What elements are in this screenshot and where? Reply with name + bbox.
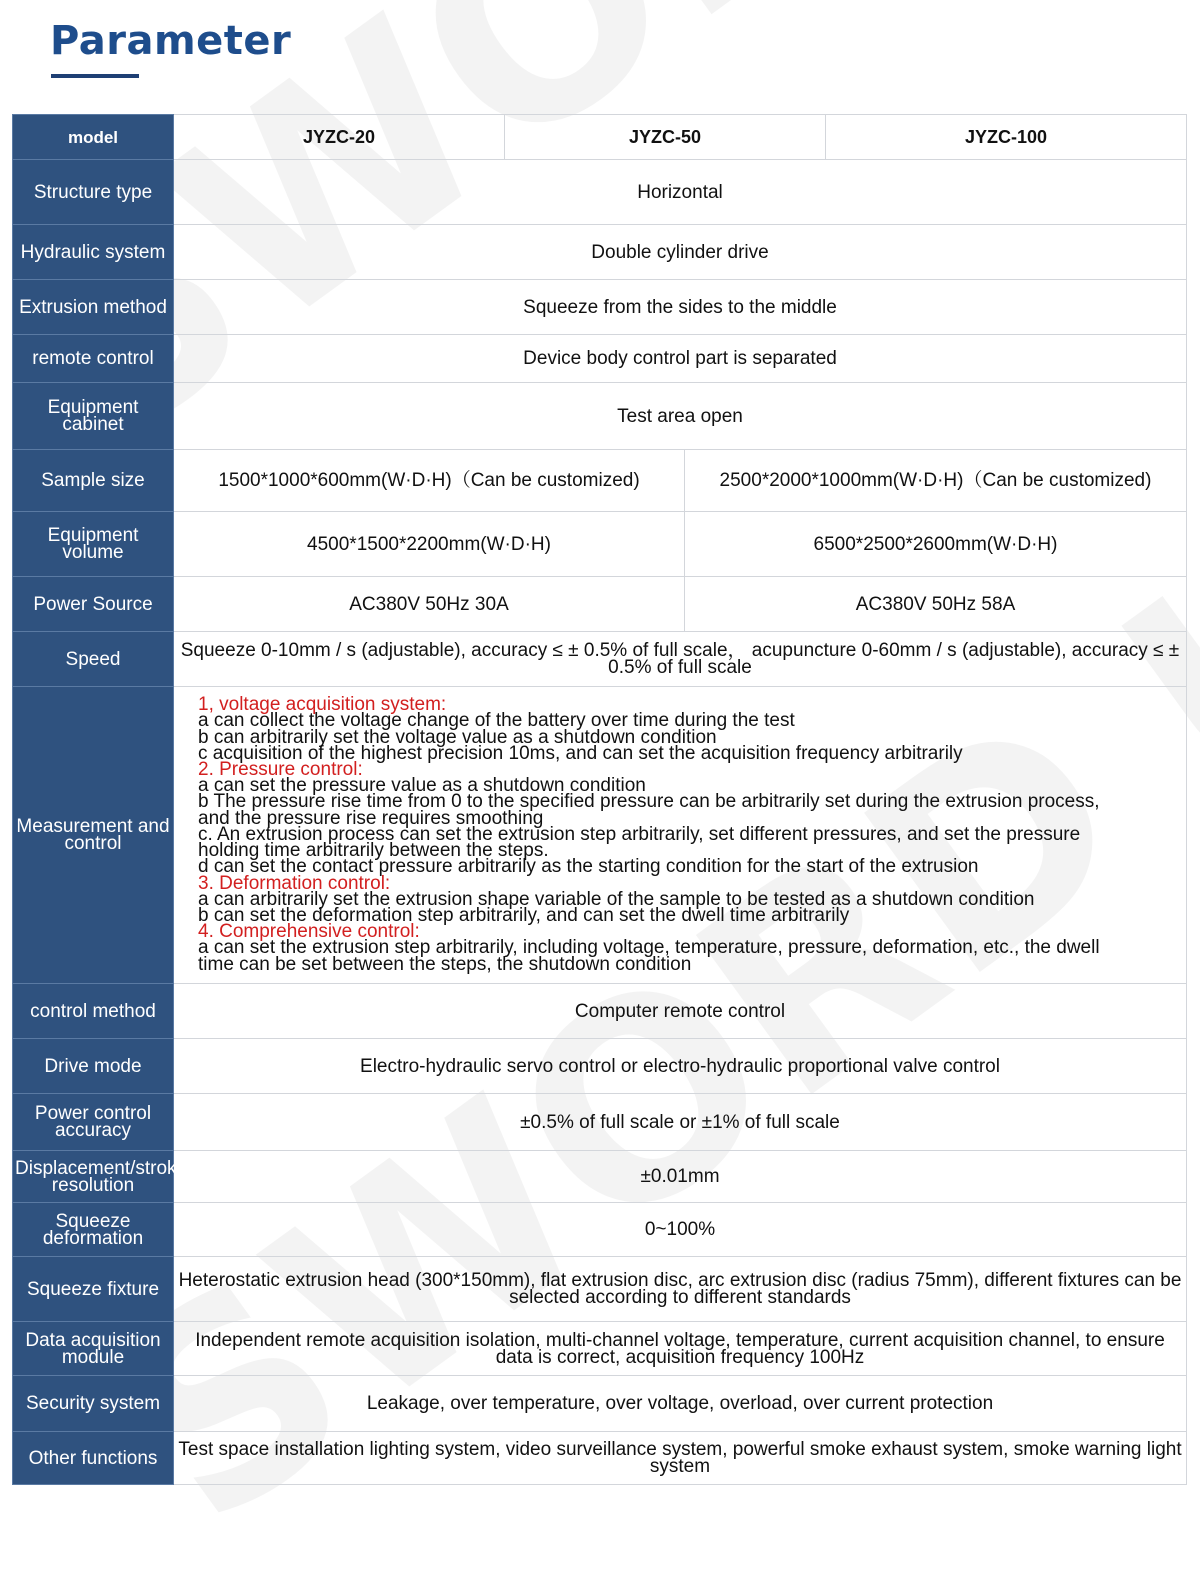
table-row xyxy=(13,1376,1187,1432)
model-jyzc-20: JYZC-20 xyxy=(174,115,505,160)
row-value-left: AC380V 50Hz 30A xyxy=(174,577,685,632)
row-label: Measurement and control xyxy=(13,687,174,984)
measure-line: d can set the contact pressure arbitrarily as the starting condition for the start of the extrusion xyxy=(198,856,979,878)
row-value: Squeeze from the sides to the middle xyxy=(174,280,1187,335)
row-label: Other functions xyxy=(13,1432,174,1485)
measurement-details xyxy=(174,687,1187,984)
row-label: Equipment volume xyxy=(13,512,174,577)
row-label-model: model xyxy=(13,115,174,160)
row-value: Independent remote acquisition isolation, multi-channel voltage, temperature, current acquisition channel, to ensure data is correct, acquisition frequency 100Hz xyxy=(174,1322,1187,1376)
row-value-right: AC380V 50Hz 58A xyxy=(685,577,1187,632)
row-label: control method xyxy=(13,984,174,1039)
table-row xyxy=(13,383,1187,450)
row-label: Squeeze fixture xyxy=(13,1257,174,1322)
table-row xyxy=(13,984,1187,1039)
row-label: Squeeze deformation xyxy=(13,1203,174,1257)
row-value: 0~100% xyxy=(174,1203,1187,1257)
measure-line: 4. Comprehensive control: xyxy=(198,921,420,943)
measure-line: and the pressure rise requires smoothing xyxy=(198,807,544,829)
measure-line: b The pressure rise time from 0 to the specified pressure can be arbitrarily set during the extrusion process, xyxy=(198,791,1100,813)
row-label: Security system xyxy=(13,1376,174,1432)
measure-line: a can collect the voltage change of the battery over time during the test xyxy=(198,710,795,732)
table-header-row xyxy=(13,115,1187,160)
measure-line: c acquisition of the highest precision 10ms, and can set the acquisition frequency arbitrarily xyxy=(198,742,963,764)
parameter-table xyxy=(12,114,1187,1485)
row-label: Displacement/stroke resolution xyxy=(13,1151,174,1203)
row-label: Power Source xyxy=(13,577,174,632)
table-row xyxy=(13,512,1187,577)
measure-line: holding time arbitrarily between the steps. xyxy=(198,840,549,862)
table-row xyxy=(13,225,1187,280)
row-value: Test space installation lighting system, video surveillance system, powerful smoke exhaust system, smoke warning light system xyxy=(174,1432,1187,1485)
table-row xyxy=(13,335,1187,383)
row-value: Heterostatic extrusion head (300*150mm), flat extrusion disc, arc extrusion disc (radius 75mm), different fixtures can be selected according to different standards xyxy=(174,1257,1187,1322)
page-title: Parameter xyxy=(50,18,292,64)
row-value: Horizontal xyxy=(174,160,1187,225)
row-label: Hydraulic system xyxy=(13,225,174,280)
measure-line: 1, voltage acquisition system: xyxy=(198,694,447,716)
row-value: Electro-hydraulic servo control or electro-hydraulic proportional valve control xyxy=(174,1039,1187,1094)
model-jyzc-100: JYZC-100 xyxy=(826,115,1187,160)
row-value: Leakage, over temperature, over voltage, overload, over current protection xyxy=(174,1376,1187,1432)
row-label: Speed xyxy=(13,632,174,687)
row-value: Double cylinder drive xyxy=(174,225,1187,280)
row-value-left: 1500*1000*600mm(W·D·H)（Can be customized) xyxy=(174,450,685,512)
table-row xyxy=(13,1094,1187,1151)
row-value: Test area open xyxy=(174,383,1187,450)
row-label: Data acquisition module xyxy=(13,1322,174,1376)
model-jyzc-50: JYZC-50 xyxy=(505,115,826,160)
row-value: Computer remote control xyxy=(174,984,1187,1039)
row-value: ±0.01mm xyxy=(174,1151,1187,1203)
table-row xyxy=(13,160,1187,225)
measure-line: a can arbitrarily set the extrusion shape variable of the sample to be tested as a shutdown condition xyxy=(198,888,1035,910)
table-row-measurement xyxy=(13,687,1187,984)
measure-line: b can arbitrarily set the voltage value as a shutdown condition xyxy=(198,726,717,748)
table-row xyxy=(13,280,1187,335)
table-row xyxy=(13,577,1187,632)
row-label: Equipment cabinet xyxy=(13,383,174,450)
measure-line: time can be set between the steps, the shutdown condition xyxy=(198,953,692,975)
row-value-right: 6500*2500*2600mm(W·D·H) xyxy=(685,512,1187,577)
table-row xyxy=(13,450,1187,512)
row-label: Sample size xyxy=(13,450,174,512)
measure-line: 3. Deformation control: xyxy=(198,872,391,894)
measure-line: 2. Pressure control: xyxy=(198,759,363,781)
row-label: Drive mode xyxy=(13,1039,174,1094)
row-label: remote control xyxy=(13,335,174,383)
row-label: Structure type xyxy=(13,160,174,225)
title-underline xyxy=(51,74,139,78)
table-row xyxy=(13,1322,1187,1376)
row-value: Device body control part is separated xyxy=(174,335,1187,383)
measure-line: b can set the deformation step arbitrarily, and can set the dwell time arbitrarily xyxy=(198,904,850,926)
row-label: Extrusion method xyxy=(13,280,174,335)
row-label: Power control accuracy xyxy=(13,1094,174,1151)
measure-line: c. An extrusion process can set the extrusion step arbitrarily, set different pressures, and set the pressure xyxy=(198,823,1081,845)
table-row xyxy=(13,1257,1187,1322)
table-row xyxy=(13,632,1187,687)
row-value: Squeeze 0-10mm / s (adjustable), accuracy ≤ ± 0.5% of full scale， acupuncture 0-60mm / s (adjustable), accuracy ≤ ± 0.5% of full scale xyxy=(174,632,1187,687)
table-row xyxy=(13,1432,1187,1485)
table-row xyxy=(13,1151,1187,1203)
measure-line: a can set the extrusion step arbitrarily, including voltage, temperature, pressure, deformation, etc., the dwell xyxy=(198,937,1100,959)
measure-line: a can set the pressure value as a shutdown condition xyxy=(198,775,646,797)
row-value: ±0.5% of full scale or ±1% of full scale xyxy=(174,1094,1187,1151)
row-value-right: 2500*2000*1000mm(W·D·H)（Can be customized) xyxy=(685,450,1187,512)
table-row xyxy=(13,1203,1187,1257)
table-row xyxy=(13,1039,1187,1094)
row-value-left: 4500*1500*2200mm(W·D·H) xyxy=(174,512,685,577)
